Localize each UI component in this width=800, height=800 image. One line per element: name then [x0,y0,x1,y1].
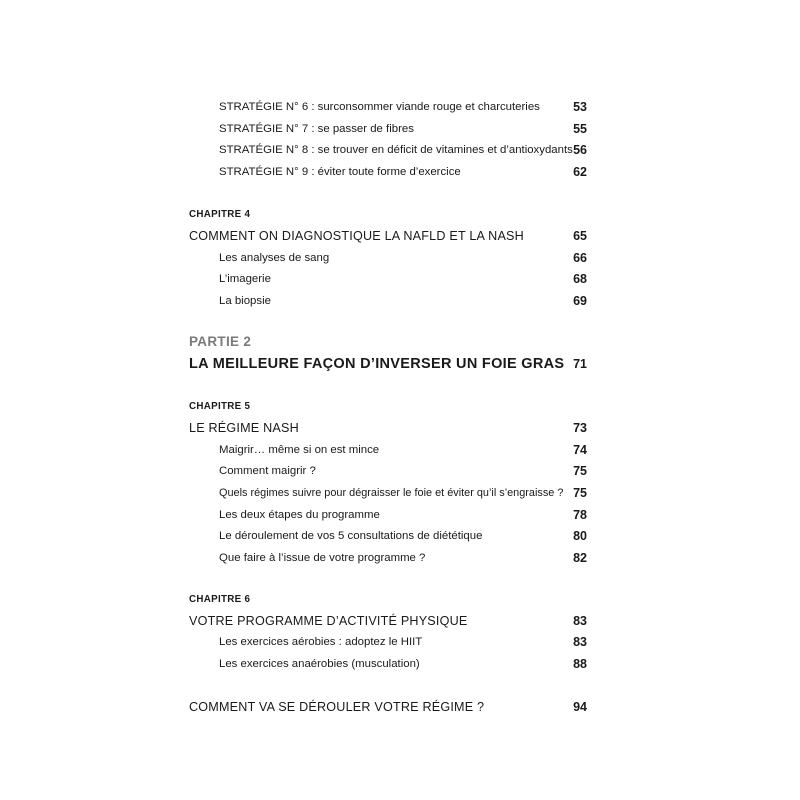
chapter-label-text: CHAPITRE 5 [189,401,251,412]
toc-entry-title: Comment maigrir ? [219,465,316,477]
chapter-title: COMMENT ON DIAGNOSTIQUE LA NAFLD ET LA NASH [189,229,524,243]
toc-entry [0,655,800,673]
toc-entry-strategie-8 [0,141,800,159]
chapter-label-text: CHAPITRE 6 [189,594,251,605]
toc-entry-title: Les deux étapes du programme [219,509,380,521]
toc-entry-title: Les exercices aérobies : adoptez le HIIT [219,636,423,648]
toc-entry-title: STRATÉGIE N° 8 : se trouver en déficit de vitamines et d’antioxydants [219,144,573,156]
toc-entry-page: 66 [573,251,587,265]
toc-entry-page: 55 [573,122,587,136]
final-section-title-row [0,698,800,716]
toc-entry [0,484,800,502]
toc-entry [0,270,800,288]
toc-entry-title: Quels régimes suivre pour dégraisser le foie et éviter qu’il s’engraisse ? [219,487,564,499]
toc-entry [0,249,800,267]
chapter-5-label [0,398,800,416]
section-title: COMMENT VA SE DÉROULER VOTRE RÉGIME ? [189,700,485,714]
toc-entry-page: 68 [573,272,587,286]
toc-entry-title: L’imagerie [219,273,271,285]
toc-entry-strategie-9 [0,163,800,181]
chapter-page: 73 [573,421,587,435]
section-page: 94 [573,700,587,714]
toc-entry [0,633,800,651]
toc-entry-title: Maigrir… même si on est mince [219,444,380,456]
toc-entry-strategie-6 [0,98,800,116]
toc-entry [0,527,800,545]
part-title: LA MEILLEURE FAÇON D’INVERSER UN FOIE GRAS [189,356,565,372]
chapter-6-label [0,591,800,609]
toc-entry [0,292,800,310]
toc-entry-title: La biopsie [219,295,271,307]
chapter-title: LE RÉGIME NASH [189,421,299,435]
toc-entry-title: STRATÉGIE N° 9 : éviter toute forme d’exercice [219,166,461,178]
toc-entry-page: 74 [573,443,587,457]
toc-entry-title: Le déroulement de vos 5 consultations de diététique [219,530,483,542]
toc-entry-title: STRATÉGIE N° 6 : surconsommer viande rouge et charcuteries [219,101,540,113]
toc-entry-page: 69 [573,294,587,308]
part-2-label [0,333,800,351]
toc-entry-page: 75 [573,464,587,478]
toc-entry-page: 80 [573,529,587,543]
toc-entry-title: Les analyses de sang [219,252,330,264]
chapter-6-title-row [0,612,800,630]
part-page: 71 [573,357,587,371]
toc-entry-page: 62 [573,165,587,179]
toc-entry [0,441,800,459]
toc-entry-page: 88 [573,657,587,671]
toc-entry [0,462,800,480]
toc-entry-title: Que faire à l’issue de votre programme ? [219,552,426,564]
toc-entry-strategie-7 [0,120,800,138]
chapter-label-text: CHAPITRE 4 [189,209,251,220]
toc-entry-title: STRATÉGIE N° 7 : se passer de fibres [219,123,414,135]
chapter-4-title-row [0,227,800,245]
toc-entry-page: 78 [573,508,587,522]
toc-entry-page: 82 [573,551,587,565]
toc-entry-page: 53 [573,100,587,114]
part-label-text: PARTIE 2 [189,334,252,349]
toc-entry-page: 83 [573,635,587,649]
chapter-page: 83 [573,614,587,628]
chapter-5-title-row [0,419,800,437]
toc-entry-page: 56 [573,143,587,157]
chapter-4-label [0,206,800,224]
chapter-title: VOTRE PROGRAMME D’ACTIVITÉ PHYSIQUE [189,614,468,628]
toc-entry [0,506,800,524]
toc-entry [0,549,800,567]
toc-entry-title: Les exercices anaérobies (musculation) [219,658,420,670]
toc-entry-page: 75 [573,486,587,500]
part-2-title-row [0,355,800,373]
chapter-page: 65 [573,229,587,243]
